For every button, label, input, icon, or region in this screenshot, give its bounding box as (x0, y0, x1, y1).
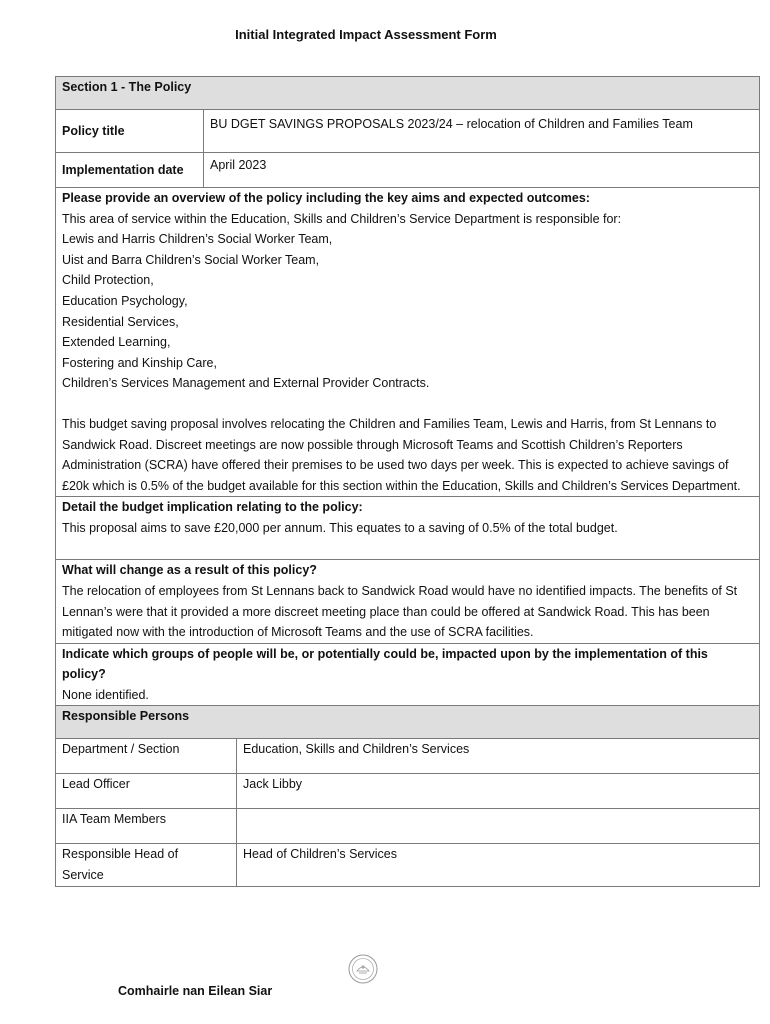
responsible-label: Lead Officer (56, 774, 237, 809)
document-title: Initial Integrated Impact Assessment Form (235, 27, 497, 42)
overview-paragraph: This budget saving proposal involves relocating the Children and Families Team, Lewis and Harris, from St Lennans to Sandwick Road. Discreet meetings are now possible through Microsoft Teams and Scottish Children’s Reporters Administration (SCRA) have offered their premises to be used two days per week. This is expected to achieve savings of £20k which is 0.5% of the budget available for this section within the Education, Skills and Children’s Services Department. (62, 416, 741, 493)
overview-line: Child Protection, (62, 273, 154, 288)
council-name: Comhairle nan Eilean Siar (118, 984, 273, 998)
council-seal-icon (348, 954, 378, 984)
responsible-row (56, 809, 760, 844)
section-heading-row (56, 77, 760, 110)
groups-cell (56, 643, 760, 706)
responsible-row (56, 844, 760, 886)
change-row (56, 560, 760, 643)
responsible-value (237, 809, 760, 844)
policy-title-row (56, 110, 760, 153)
policy-title-label: Policy title (56, 110, 204, 153)
section-heading: Section 1 - The Policy (56, 77, 760, 110)
implementation-date-value: April 2023 (204, 153, 760, 188)
responsible-row (56, 739, 760, 774)
budget-cell (56, 497, 760, 560)
responsible-label: Responsible Head of Service (56, 844, 237, 886)
responsible-heading-row (56, 706, 760, 739)
budget-question: Detail the budget implication relating to the policy: (62, 500, 363, 515)
groups-row (56, 643, 760, 706)
responsible-label: Department / Section (56, 739, 237, 774)
responsible-value: Jack Libby (237, 774, 760, 809)
responsible-label: IIA Team Members (56, 809, 237, 844)
overview-line: This area of service within the Education, Skills and Children’s Service Department is responsible for: (62, 211, 622, 226)
overview-row (56, 188, 760, 497)
budget-answer: This proposal aims to save £20,000 per annum. This equates to a saving of 0.5% of the total budget. (62, 520, 618, 535)
responsible-value: Head of Children’s Services (237, 844, 760, 886)
responsible-row (56, 774, 760, 809)
impact-assessment-table (55, 76, 760, 887)
change-cell (56, 560, 760, 643)
change-question: What will change as a result of this policy? (62, 563, 317, 578)
overview-line: Residential Services, (62, 314, 179, 329)
change-answer: The relocation of employees from St Lennans back to Sandwick Road would have no identified impacts. The benefits of St Lennan’s were that it provided a more discreet meeting place than could be offered at Sandwick Road. This has been mitigated now with the introduction of Microsoft Teams and the use of SCRA facilities. (62, 583, 738, 640)
overview-line: Uist and Barra Children’s Social Worker Team, (62, 252, 320, 267)
groups-answer: None identified. (62, 687, 149, 702)
overview-line: Education Psychology, (62, 293, 188, 308)
groups-question: Indicate which groups of people will be, or potentially could be, impacted upon by the implementation of this policy? (62, 646, 708, 682)
overview-line: Children’s Services Management and External Provider Contracts. (62, 376, 430, 391)
implementation-date-label: Implementation date (56, 153, 204, 188)
overview-line: Fostering and Kinship Care, (62, 355, 217, 370)
overview-question: Please provide an overview of the policy including the key aims and expected outcomes: (62, 191, 590, 205)
responsible-value: Education, Skills and Children’s Services (237, 739, 760, 774)
overview-line: Extended Learning, (62, 335, 171, 350)
overview-line: Lewis and Harris Children’s Social Worker Team, (62, 232, 333, 247)
budget-row (56, 497, 760, 560)
implementation-date-row (56, 153, 760, 188)
responsible-heading: Responsible Persons (56, 706, 760, 739)
overview-cell (56, 188, 760, 497)
policy-title-value: BU DGET SAVINGS PROPOSALS 2023/24 – relocation of Children and Families Team (204, 110, 760, 153)
